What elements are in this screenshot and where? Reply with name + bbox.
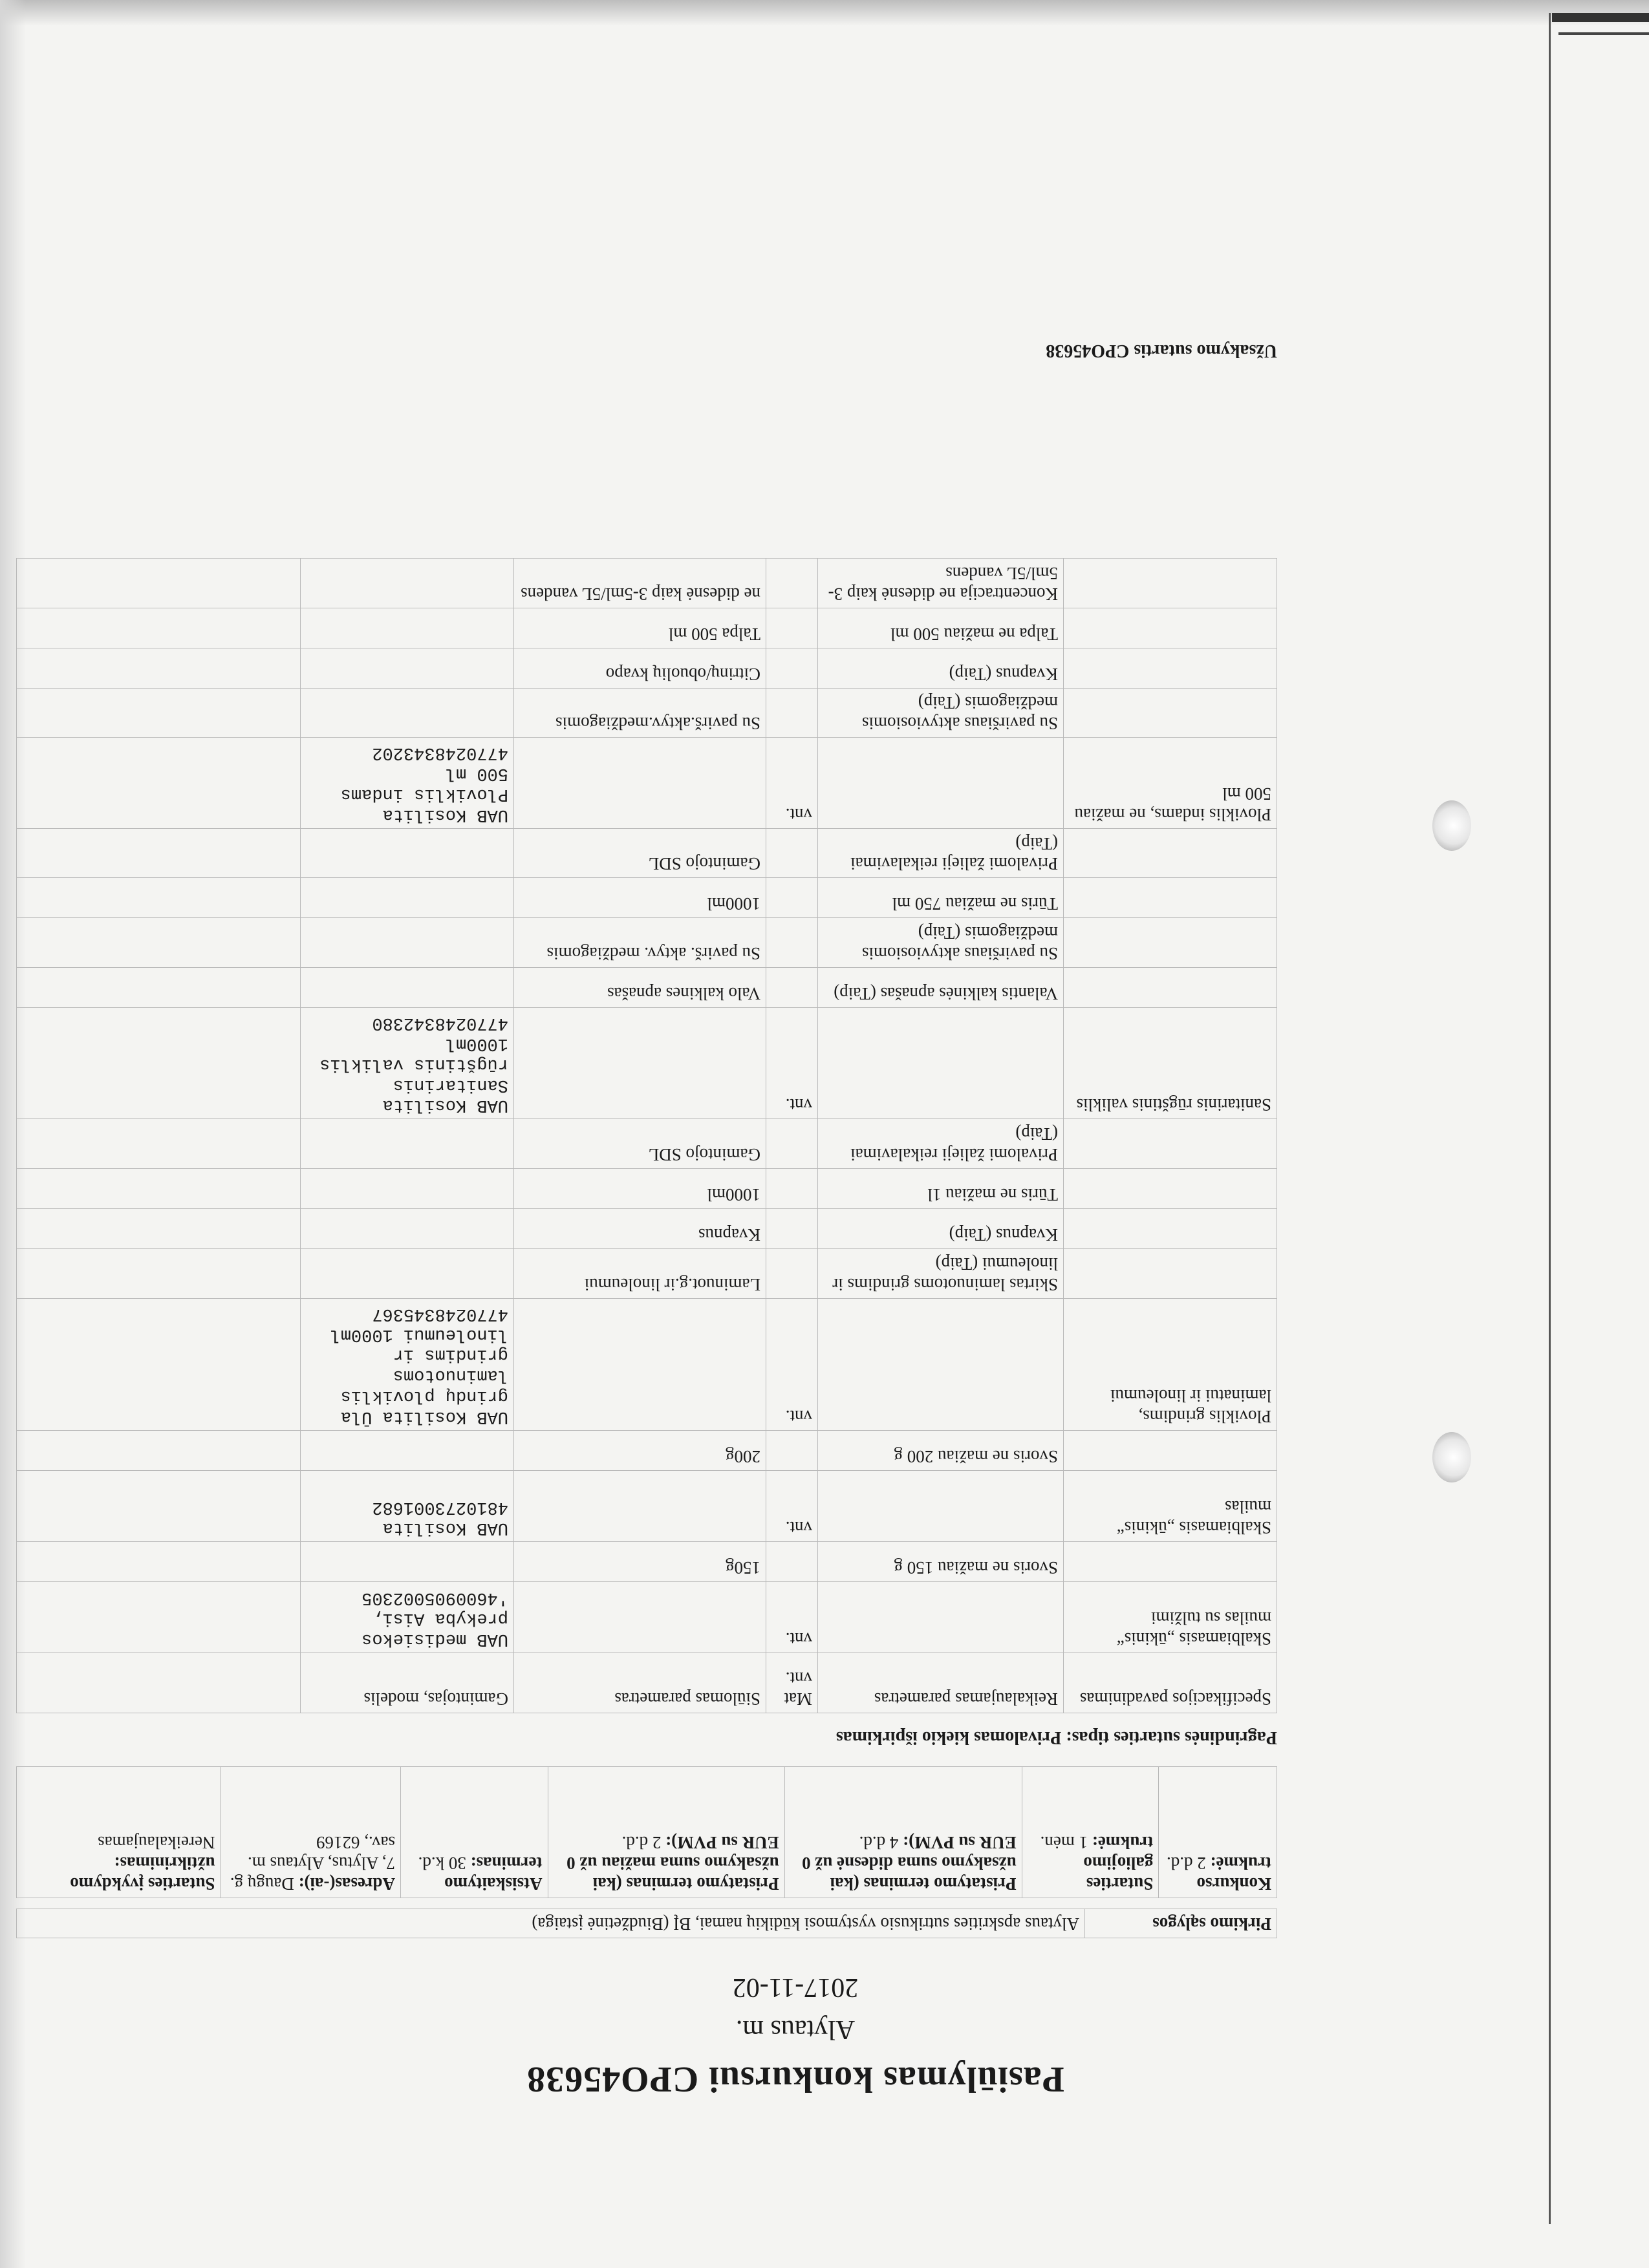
table-cell: Privalomi žalieji reikalavimai (Taip) [818,1119,1064,1169]
table-cell [301,1119,514,1169]
table-cell: Kvapnus [514,1209,766,1249]
term-label: Pristatymo terminas (kai užsakymo suma mažiau už 0 EUR su PVM): [566,1833,779,1894]
table-cell [17,878,301,918]
term-cell [548,1767,784,1898]
conditions-table [16,1909,1277,1938]
table-row [17,1431,1277,1471]
table-cell [301,1542,514,1582]
table-cell [1064,968,1277,1008]
term-value: 2 d.d. [621,1833,662,1853]
table-cell [301,1249,514,1299]
table-cell: Su paviršiaus aktyviosiomis medžiagomis (Taip) [818,918,1064,968]
table-cell: Koncentracija ne didesnė kaip 3-5ml/5L vandens [818,558,1064,608]
table-cell [17,828,301,878]
table-cell [1064,1169,1277,1209]
term-label: Sutarties įvykdymo užtikrinimas: [70,1854,215,1894]
table-cell [17,1298,301,1430]
table-cell [1064,1249,1277,1299]
table-cell [301,918,514,968]
table-cell: 200g [514,1431,766,1471]
table-cell [1064,878,1277,918]
term-label: Konkurso trukmė: [1196,1854,1271,1894]
table-cell [1064,608,1277,648]
table-cell: 1000ml [514,1169,766,1209]
table-cell [17,688,301,738]
term-cell [17,1767,221,1898]
spec-header-cell: Gamintojas, modelis [301,1653,514,1713]
table-cell [17,1249,301,1299]
table-row [17,1008,1277,1119]
table-row [17,968,1277,1008]
table-row [17,878,1277,918]
term-value: 2 d.d. [1167,1854,1206,1874]
table-cell [766,648,818,688]
table-cell: vnt. [766,1471,818,1542]
table-cell: Skalbiamasis „ūkinis“ muilas [1064,1471,1277,1542]
term-label: Sutarties galiojimo trukmė: [1083,1833,1154,1894]
table-cell [17,968,301,1008]
table-cell [766,968,818,1008]
table-cell: vnt. [766,738,818,828]
table-cell [301,608,514,648]
table-row [17,1298,1277,1430]
table-cell [17,1431,301,1471]
term-value: 4 d.d. [859,1833,899,1853]
spec-header-cell: Siūlomas parametras [514,1653,766,1713]
table-cell [301,558,514,608]
table-cell [818,1471,1064,1542]
term-cell [221,1767,401,1898]
table-cell: UAB Kosilita Ūla grindų ploviklis laminuotoms grindims ir linoleumui 1000ml 4770248345367 [301,1298,514,1430]
table-row [17,688,1277,738]
table-cell: Privalomi žalieji reikalavimai (Taip) [818,828,1064,878]
order-contract: Užsakymo sutartis CPO45638 [1046,341,1277,361]
table-cell [301,968,514,1008]
conditions-label: Pirkimo sąlygos [1085,1909,1277,1938]
term-cell [1159,1767,1277,1898]
table-cell [818,1298,1064,1430]
table-cell [766,688,818,738]
spec-header-cell: Specifikacijos pavadinimas [1064,1653,1277,1713]
table-cell [301,1431,514,1471]
table-cell [1064,1542,1277,1582]
document-title: Pasiūlymas konkursui CPO45638 [526,2059,1064,2099]
table-cell [301,828,514,878]
table-cell: 1000ml [514,878,766,918]
table-cell [17,558,301,608]
table-cell: Svoris ne mažiau 150 g [818,1542,1064,1582]
table-cell [301,878,514,918]
table-cell [17,738,301,828]
table-cell [766,608,818,648]
table-cell [766,918,818,968]
table-cell [17,1209,301,1249]
spec-header-row [17,1653,1277,1713]
table-cell [514,738,766,828]
table-row [17,1249,1277,1299]
table-cell [1064,688,1277,738]
table-row [17,608,1277,648]
table-cell: Sanitarinis rūgštinis valiklis [1064,1008,1277,1119]
table-cell [17,1542,301,1582]
table-cell [1064,1119,1277,1169]
table-cell: vnt. [766,1008,818,1119]
table-cell [1064,918,1277,968]
table-cell: Su paviršiaus aktyviosiomis medžiagomis (Taip) [818,688,1064,738]
table-cell: UAB Kosilita Sanitarinis rūgštinis valiklis 1000ml 4770248342380 [301,1008,514,1119]
table-cell: Ploviklis grindims, laminatui ir linoleumui [1064,1298,1277,1430]
term-label: Pristatymo terminas (kai užsakymo suma didesnė už 0 EUR su PVM): [802,1833,1017,1894]
table-cell: Tūris ne mažiau 1l [818,1169,1064,1209]
table-cell [17,1119,301,1169]
table-cell [766,1209,818,1249]
table-cell [514,1008,766,1119]
table-cell [1064,558,1277,608]
table-cell [17,1471,301,1542]
table-cell [766,1119,818,1169]
table-cell [766,558,818,608]
term-cell [784,1767,1022,1898]
table-cell: Kvapnus (Taip) [818,648,1064,688]
term-label: Atsiskaitymo terminas: [444,1854,543,1894]
term-label: Adresas(-ai): [294,1874,396,1894]
term-value: Nereikalaujamas [98,1833,215,1853]
spec-header-cell: Reikalaujamas parametras [818,1653,1064,1713]
table-cell [1064,648,1277,688]
table-cell [17,648,301,688]
table-cell [818,738,1064,828]
table-cell [17,918,301,968]
table-cell: Su pavirš. aktyv. medžiagomis [514,918,766,968]
table-row [17,1169,1277,1209]
table-cell: Valantis kalkinės apnašas (Taip) [818,968,1064,1008]
table-cell: Su pavirš.aktyv.medžiagomis [514,688,766,738]
table-cell [17,1169,301,1209]
term-value: Daugų g. 7, Alytus, Alytaus m. sav., 62169 [230,1833,396,1894]
table-cell [514,1471,766,1542]
table-row [17,1542,1277,1582]
table-cell: vnt. [766,1298,818,1430]
table-cell [17,608,301,648]
table-cell: Valo kalkines apnašas [514,968,766,1008]
table-cell [818,1582,1064,1653]
term-cell [1022,1767,1159,1898]
table-cell: Kvapnus (Taip) [818,1209,1064,1249]
table-cell: Gamintojo SDL [514,828,766,878]
table-cell [17,1582,301,1653]
table-cell [301,1209,514,1249]
table-cell: vnt. [766,1582,818,1653]
term-value: 30 k.d. [418,1854,466,1874]
terms-row [17,1767,1277,1898]
table-cell [514,1582,766,1653]
table-cell [301,688,514,738]
table-row [17,1582,1277,1653]
contract-type: Pagrindinės sutarties tipas: Privalomas kiekio išpirkimas [835,1728,1277,1748]
table-cell [1064,1209,1277,1249]
table-row [17,828,1277,878]
table-cell: ne didesnė kaip 3-5ml/5L vandens [514,558,766,608]
table-row [17,1119,1277,1169]
table-cell: Talpa 500 ml [514,608,766,648]
table-cell [301,648,514,688]
table-cell [766,1169,818,1209]
table-cell: Ploviklis indams, ne mažiau 500 ml [1064,738,1277,828]
table-cell: 150g [514,1542,766,1582]
document-city: Alytaus m. [735,2015,856,2044]
table-cell [818,1008,1064,1119]
table-cell: Skirtas laminuotoms grindims ir linoleumui (Taip) [818,1249,1064,1299]
table-row [17,738,1277,828]
table-cell [514,1298,766,1430]
table-row [17,1209,1277,1249]
table-cell: Citrinų/obuolių kvapo [514,648,766,688]
spec-header-cell: Mat vnt. [766,1653,818,1713]
table-cell [1064,828,1277,878]
table-cell: Skalbiamasis „ūkinis“ muilas su tulžimi [1064,1582,1277,1653]
table-cell [766,828,818,878]
buyer-name: Alytaus apskrities sutrikusio vystymosi kūdikių namai, BĮ (Biudžetinė įstaiga) [17,1909,1085,1938]
document-date: 2017-11-02 [732,1973,859,2002]
table-cell [301,1169,514,1209]
specification-table [16,558,1277,1713]
table-cell: Laminuot.g.ir linoleumui [514,1249,766,1299]
table-cell [1064,1431,1277,1471]
table-row [17,918,1277,968]
table-cell: Gamintojo SDL [514,1119,766,1169]
table-cell: UAB Kosilita 4810273001682 [301,1471,514,1542]
table-cell: Talpa ne mažiau 500 ml [818,608,1064,648]
table-cell [766,1431,818,1471]
table-cell: UAB medisiekos prekyba Aisi, '4600905002305 [301,1582,514,1653]
table-cell [17,1008,301,1119]
table-cell: UAB Kosilita Ploviklis indams 500 ml 4770248343202 [301,738,514,828]
table-row [17,558,1277,608]
table-cell: Svoris ne mažiau 200 g [818,1431,1064,1471]
table-cell [766,1542,818,1582]
term-cell [401,1767,548,1898]
table-row [17,648,1277,688]
table-row [17,1471,1277,1542]
table-cell: Tūris ne mažiau 750 ml [818,878,1064,918]
table-cell [766,878,818,918]
terms-table [16,1766,1277,1898]
table-cell [766,1249,818,1299]
term-value: 1 mėn. [1040,1833,1088,1853]
